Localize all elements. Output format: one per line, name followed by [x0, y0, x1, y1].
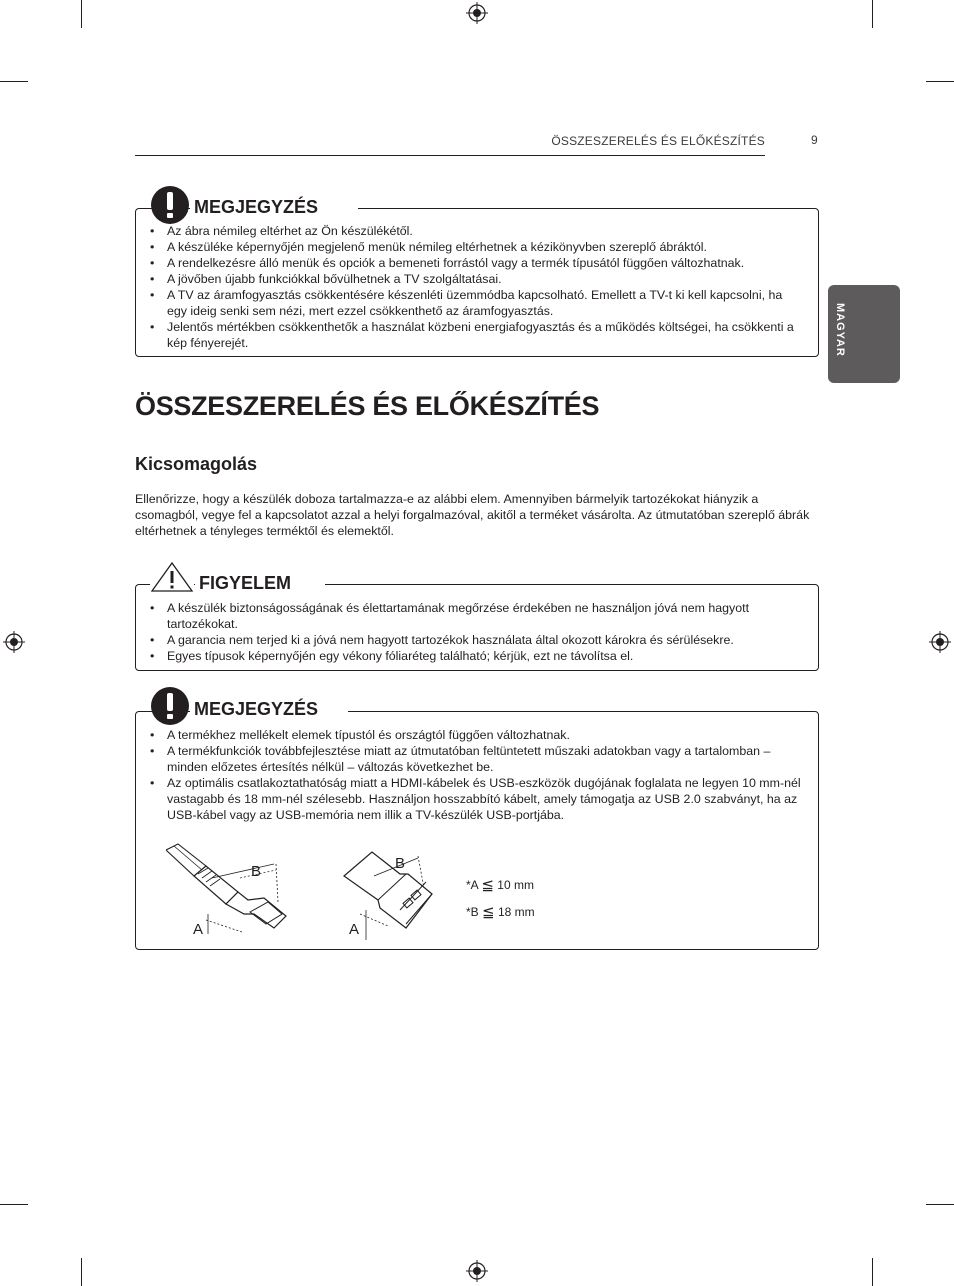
spec-a-prefix: *A [466, 878, 479, 892]
crop-mark [872, 1258, 873, 1286]
dimension-label-a: A [349, 921, 360, 938]
spec-b [466, 903, 535, 921]
caution-box [135, 584, 819, 671]
registration-mark-icon [466, 2, 488, 24]
dimension-label-a: A [193, 921, 204, 938]
crop-mark [0, 1204, 28, 1205]
bullet-item: • Az ábra némileg eltérhet az Ön készülékétől. [148, 223, 804, 239]
bullet-item: • A termékhez mellékelt elemek típustól és országtól függően változhatnak. [148, 727, 804, 743]
page-number: 9 [811, 133, 818, 147]
bullet-item: • A garancia nem terjed ki a jóvá nem hagyott tartozékok használata által okozott károkra és sérülésekre. [148, 632, 804, 648]
note-box [135, 208, 819, 357]
bullet-item: • A TV az áramfogyasztás csökkentésére készenléti üzemmódba kapcsolható. Emellett a TV-t ki kell kapcsolni, ha egy ideig senki sem nézi, mert ezzel csökkenthető az áramfogyasztás. [148, 287, 804, 319]
language-tab [828, 285, 900, 383]
dimension-label-b: B [395, 855, 406, 872]
exclamation-circle-icon [151, 687, 189, 725]
page-title: ÖSSZESZERELÉS ÉS ELŐKÉSZÍTÉS [135, 391, 600, 421]
header-divider [135, 155, 765, 156]
section-title: Kicsomagolás [135, 454, 258, 474]
bullet-item: • A termékfunkciók továbbfejlesztése miatt az útmutatóban feltüntetett műszaki adatokban vagy a tartalomban – minden előzetes értesítés nélkül – változás következhet be. [148, 743, 804, 775]
spec-a [466, 876, 534, 894]
bullet-item: • A jövőben újabb funkciókkal bővülhetnek a TV szolgáltatásai. [148, 271, 804, 287]
language-tab-label: MAGYAR [834, 303, 846, 357]
note-list [148, 223, 804, 351]
bullet-item: • A készülék biztonságosságának és élettartamának megőrzése érdekében ne használjon jóvá nem hagyott tartozékokat. [148, 600, 804, 632]
warning-triangle-icon [150, 561, 194, 593]
less-equal-symbol: ≦ [482, 904, 495, 921]
registration-mark-icon [3, 631, 25, 653]
bullet-item: • A rendelkezésre álló menük és opciók a bemeneti forrástól vagy a termék típusától függően változhatnak. [148, 255, 804, 271]
registration-mark-icon [466, 1260, 488, 1282]
dimension-label-b: B [251, 863, 262, 880]
caution-list [148, 600, 804, 664]
exclamation-circle-icon [151, 186, 189, 224]
bullet-item: • A készüléke képernyőjén megjelenő menük némileg eltérhetnek a kézikönyvben szereplő ábráktól. [148, 239, 804, 255]
crop-mark [0, 81, 28, 82]
note-list [148, 727, 804, 823]
less-equal-symbol: ≦ [481, 877, 494, 894]
crop-mark [926, 1204, 954, 1205]
spec-b-prefix: *B [466, 905, 479, 919]
bullet-item: • Egyes típusok képernyőjén egy vékony fóliaréteg található; kérjük, ezt ne távolítsa el. [148, 648, 804, 664]
hdmi-plug-illustration [166, 842, 296, 942]
spec-a-value: 10 mm [497, 878, 534, 892]
note-title: MEGJEGYZÉS [190, 699, 348, 720]
spec-b-value: 18 mm [497, 905, 535, 919]
crop-mark [872, 0, 873, 28]
crop-mark [926, 81, 954, 82]
running-header: ÖSSZESZERELÉS ÉS ELŐKÉSZÍTÉS [551, 134, 765, 148]
crop-mark [81, 0, 82, 28]
caution-title: FIGYELEM [195, 573, 325, 594]
bullet-item: • Az optimális csatlakoztathatóság miatt a HDMI-kábelek és USB-eszközök dugójának foglalata ne legyen 10 mm-nél vastagabb és 18 mm-nél szélesebb. Használjon hosszabbító kábelt, amely támogatja az USB 2.0 szabványt, ha az USB-kábel vagy az USB-memória nem illik a TV-készülék USB-portjába. [148, 775, 804, 823]
crop-mark [81, 1258, 82, 1286]
registration-mark-icon [929, 631, 951, 653]
section-intro: Ellenőrizze, hogy a készülék doboza tartalmazza-e az alábbi elem. Amennyiben bármelyik tartozékokat hiányzik a csomagból, vegye fel a kapcsolatot azzal a helyi forgalmazóval, akitől a terméket vásárolta. Az útmutatóban szereplő ábrák eltérhetnek a tényleges terméktől és elemektől. [135, 492, 810, 538]
bullet-item: • Jelentős mértékben csökkenthetők a használat közbeni energiafogyasztás és a működés költségei, ha csökkenti a kép fényerejét. [148, 319, 804, 351]
note-title: MEGJEGYZÉS [190, 197, 358, 218]
